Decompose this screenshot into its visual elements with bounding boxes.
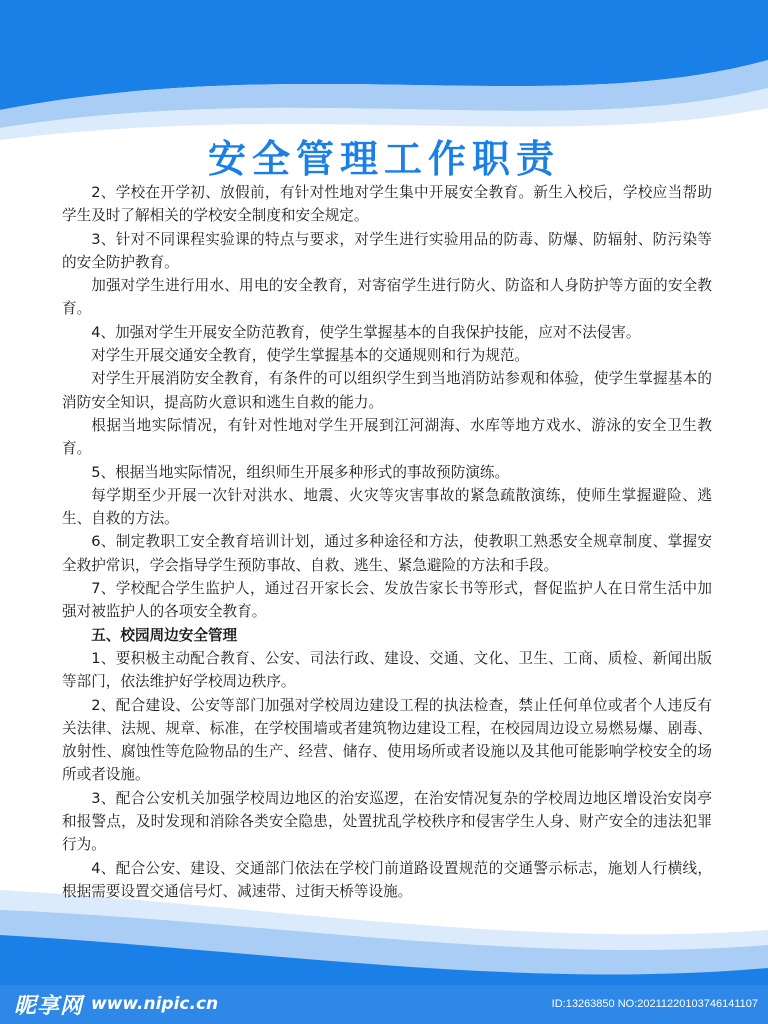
paragraph: 根据当地实际情况，有针对性地对学生开展到江河湖海、水库等地方戏水、游泳的安全卫生教育。: [62, 416, 712, 458]
paragraph: 2、配合建设、公安等部门加强对学校周边建设工程的执法检查，禁止任何单位或者个人违反有关法律、法规、规章、标准，在学校围墙或者建筑物边建设工程，在校园周边设立易燃易爆、剧毒、放射性、腐蚀性等危险物品的生产、经营、储存、使用场所或者设施以及其他可能影响学校安全的场所或者设施。: [62, 696, 712, 784]
paragraph: 每学期至少开展一次针对洪水、地震、火灾等灾害事故的紧急疏散演练，使师生掌握避险、逃生、自救的方法。: [62, 486, 712, 528]
paragraph: 7、学校配合学生监护人，通过召开家长会、发放告家长书等形式，督促监护人在日常生活中加强对被监护人的各项安全教育。: [62, 580, 712, 621]
section-heading: 五、校园周边安全管理: [91, 626, 238, 644]
paragraph: 4、配合公安、建设、交通部门依法在学校门前道路设置规范的交通警示标志，施划人行横线，根据需要设置交通信号灯、减速带、过街天桥等设施。: [62, 859, 712, 900]
paragraph: 5、根据当地实际情况，组织师生开展多种形式的事故预防演练。: [91, 463, 510, 481]
paragraph: 加强对学生进行用水、用电的安全教育，对寄宿学生进行防火、防盗和人身防护等方面的安全教育。: [62, 277, 712, 318]
document-title: 安全管理工作职责: [207, 137, 560, 181]
paragraph: 6、制定教职工安全教育培训计划，通过多种途径和方法，使教职工熟悉安全规章制度、掌握安全救护常识，学会指导学生预防事故、自救、逃生、紧急避险的方法和手段。: [62, 533, 712, 574]
paragraph: 3、针对不同课程实验课的特点与要求，对学生进行实验用品的防毒、防爆、防辐射、防污染等的安全防护教育。: [62, 230, 712, 271]
paragraph: 3、配合公安机关加强学校周边地区的治安巡逻，在治安情况复杂的学校周边地区增设治安岗亭和报警点，及时发现和消除各类安全隐患，处置扰乱学校秩序和侵害学生人身、财产安全的违法犯罪行为。: [62, 789, 712, 854]
watermark-logo-text: 昵享网: [14, 993, 84, 1019]
paragraph: 4、加强对学生开展安全防范教育，使学生掌握基本的自我保护技能，应对不法侵害。: [91, 323, 641, 341]
paragraph: 2、学校在开学初、放假前，有针对性地对学生集中开展安全教育。新生入校后，学校应当帮助学生及时了解相关的学校安全制度和安全规定。: [62, 184, 712, 225]
paragraph: 1、要积极主动配合教育、公安、司法行政、建设、交通、文化、卫生、工商、质检、新闻出版等部门，依法维护好学校周边秩序。: [62, 649, 712, 691]
watermark-logo: [14, 990, 218, 1018]
paragraph: 对学生开展消防安全教育，有条件的可以组织学生到当地消防站参观和体验，使学生掌握基本的消防安全知识，提高防火意识和逃生自救的能力。: [62, 370, 712, 411]
paragraph: 对学生开展交通安全教育，使学生掌握基本的交通规则和行为规范。: [91, 347, 530, 365]
watermark-site-url: www.nipic.cn: [91, 994, 219, 1014]
watermark-image-id: ID:13263850 NO:20211220103746141107: [551, 998, 758, 1010]
document-body: [62, 181, 712, 903]
